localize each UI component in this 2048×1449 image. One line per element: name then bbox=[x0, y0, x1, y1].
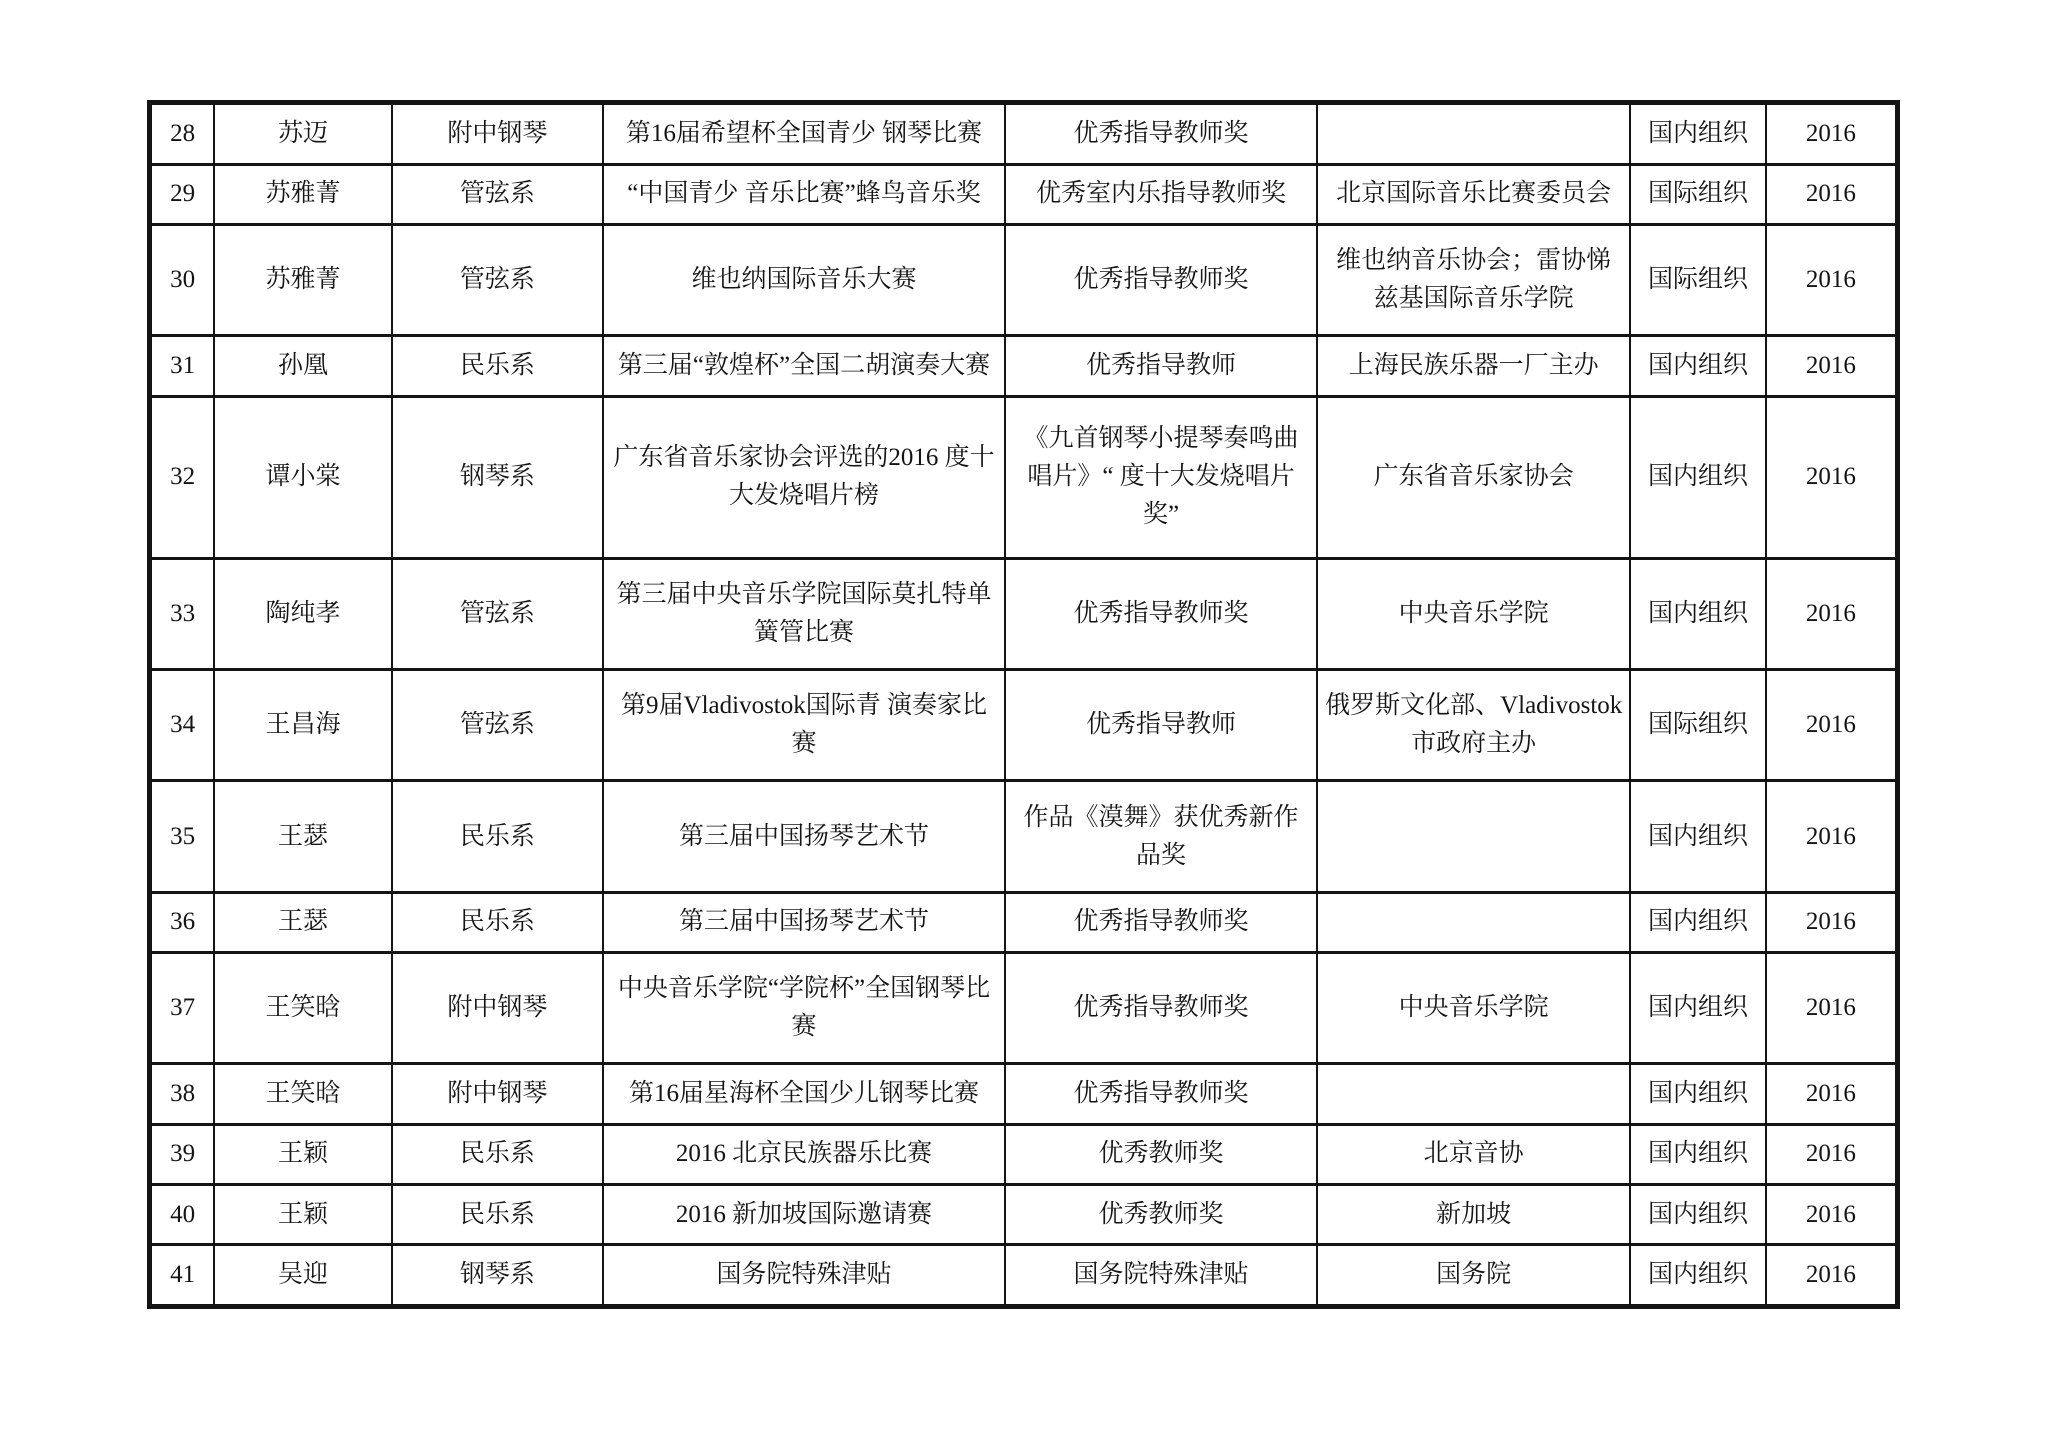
competition-cell: 第16届希望杯全国青少 钢琴比赛 bbox=[603, 103, 1005, 165]
competition-cell: 第三届“敦煌杯”全国二胡演奏大赛 bbox=[603, 336, 1005, 396]
table-row bbox=[150, 164, 1898, 224]
row-number-cell: 33 bbox=[150, 558, 215, 669]
organizer-cell: 北京音协 bbox=[1317, 1124, 1630, 1184]
name-cell: 王瑟 bbox=[214, 892, 391, 952]
year-cell: 2016 bbox=[1766, 1184, 1898, 1244]
org-type-cell: 国内组织 bbox=[1630, 953, 1766, 1064]
award-cell: 《九首钢琴小提琴奏鸣曲唱片》“ 度十大发烧唱片奖” bbox=[1005, 396, 1317, 558]
department-cell: 民乐系 bbox=[392, 1184, 603, 1244]
name-cell: 吴迎 bbox=[214, 1245, 391, 1307]
org-type-cell: 国际组织 bbox=[1630, 225, 1766, 336]
table-row bbox=[150, 1124, 1898, 1184]
row-number-cell: 37 bbox=[150, 953, 215, 1064]
award-cell: 优秀指导教师奖 bbox=[1005, 892, 1317, 952]
name-cell: 王颖 bbox=[214, 1124, 391, 1184]
organizer-cell: 广东省音乐家协会 bbox=[1317, 396, 1630, 558]
year-cell: 2016 bbox=[1766, 336, 1898, 396]
department-cell: 民乐系 bbox=[392, 892, 603, 952]
name-cell: 王昌海 bbox=[214, 670, 391, 781]
award-cell: 优秀教师奖 bbox=[1005, 1184, 1317, 1244]
award-cell: 优秀指导教师奖 bbox=[1005, 1064, 1317, 1124]
org-type-cell: 国际组织 bbox=[1630, 670, 1766, 781]
competition-cell: 2016 北京民族器乐比赛 bbox=[603, 1124, 1005, 1184]
competition-cell: 广东省音乐家协会评选的2016 度十大发烧唱片榜 bbox=[603, 396, 1005, 558]
row-number-cell: 28 bbox=[150, 103, 215, 165]
organizer-cell bbox=[1317, 1064, 1630, 1124]
org-type-cell: 国内组织 bbox=[1630, 1064, 1766, 1124]
name-cell: 谭小棠 bbox=[214, 396, 391, 558]
department-cell: 管弦系 bbox=[392, 558, 603, 669]
table-row bbox=[150, 670, 1898, 781]
name-cell: 苏雅菁 bbox=[214, 225, 391, 336]
row-number-cell: 38 bbox=[150, 1064, 215, 1124]
award-cell: 优秀指导教师 bbox=[1005, 336, 1317, 396]
org-type-cell: 国内组织 bbox=[1630, 396, 1766, 558]
org-type-cell: 国内组织 bbox=[1630, 558, 1766, 669]
department-cell: 民乐系 bbox=[392, 336, 603, 396]
year-cell: 2016 bbox=[1766, 1064, 1898, 1124]
award-cell: 优秀指导教师奖 bbox=[1005, 225, 1317, 336]
department-cell: 民乐系 bbox=[392, 1124, 603, 1184]
award-cell: 优秀指导教师奖 bbox=[1005, 558, 1317, 669]
name-cell: 苏迈 bbox=[214, 103, 391, 165]
row-number-cell: 36 bbox=[150, 892, 215, 952]
department-cell: 民乐系 bbox=[392, 781, 603, 892]
awards-table-body bbox=[150, 103, 1898, 1307]
award-cell: 优秀指导教师奖 bbox=[1005, 103, 1317, 165]
name-cell: 王笑晗 bbox=[214, 1064, 391, 1124]
table-row bbox=[150, 336, 1898, 396]
row-number-cell: 32 bbox=[150, 396, 215, 558]
organizer-cell: 国务院 bbox=[1317, 1245, 1630, 1307]
org-type-cell: 国内组织 bbox=[1630, 781, 1766, 892]
award-cell: 国务院特殊津贴 bbox=[1005, 1245, 1317, 1307]
table-row bbox=[150, 396, 1898, 558]
award-cell: 优秀室内乐指导教师奖 bbox=[1005, 164, 1317, 224]
table-row bbox=[150, 558, 1898, 669]
row-number-cell: 35 bbox=[150, 781, 215, 892]
row-number-cell: 30 bbox=[150, 225, 215, 336]
competition-cell: “中国青少 音乐比赛”蜂鸟音乐奖 bbox=[603, 164, 1005, 224]
year-cell: 2016 bbox=[1766, 396, 1898, 558]
name-cell: 王笑晗 bbox=[214, 953, 391, 1064]
competition-cell: 第16届星海杯全国少儿钢琴比赛 bbox=[603, 1064, 1005, 1124]
year-cell: 2016 bbox=[1766, 1124, 1898, 1184]
org-type-cell: 国内组织 bbox=[1630, 1245, 1766, 1307]
row-number-cell: 41 bbox=[150, 1245, 215, 1307]
department-cell: 管弦系 bbox=[392, 670, 603, 781]
year-cell: 2016 bbox=[1766, 670, 1898, 781]
year-cell: 2016 bbox=[1766, 1245, 1898, 1307]
name-cell: 苏雅菁 bbox=[214, 164, 391, 224]
award-cell: 优秀指导教师 bbox=[1005, 670, 1317, 781]
org-type-cell: 国内组织 bbox=[1630, 336, 1766, 396]
year-cell: 2016 bbox=[1766, 781, 1898, 892]
table-row bbox=[150, 1064, 1898, 1124]
award-cell: 优秀指导教师奖 bbox=[1005, 953, 1317, 1064]
competition-cell: 国务院特殊津贴 bbox=[603, 1245, 1005, 1307]
organizer-cell: 北京国际音乐比赛委员会 bbox=[1317, 164, 1630, 224]
competition-cell: 维也纳国际音乐大赛 bbox=[603, 225, 1005, 336]
name-cell: 王瑟 bbox=[214, 781, 391, 892]
organizer-cell: 上海民族乐器一厂主办 bbox=[1317, 336, 1630, 396]
org-type-cell: 国际组织 bbox=[1630, 164, 1766, 224]
organizer-cell bbox=[1317, 103, 1630, 165]
organizer-cell bbox=[1317, 781, 1630, 892]
award-cell: 作品《漠舞》获优秀新作品奖 bbox=[1005, 781, 1317, 892]
table-row bbox=[150, 103, 1898, 165]
department-cell: 钢琴系 bbox=[392, 396, 603, 558]
table-row bbox=[150, 225, 1898, 336]
competition-cell: 2016 新加坡国际邀请赛 bbox=[603, 1184, 1005, 1244]
organizer-cell: 俄罗斯文化部、Vladivostok市政府主办 bbox=[1317, 670, 1630, 781]
organizer-cell: 中央音乐学院 bbox=[1317, 558, 1630, 669]
name-cell: 陶纯孝 bbox=[214, 558, 391, 669]
year-cell: 2016 bbox=[1766, 103, 1898, 165]
table-row bbox=[150, 781, 1898, 892]
competition-cell: 第三届中国扬琴艺术节 bbox=[603, 892, 1005, 952]
award-cell: 优秀教师奖 bbox=[1005, 1124, 1317, 1184]
org-type-cell: 国内组织 bbox=[1630, 1184, 1766, 1244]
name-cell: 王颖 bbox=[214, 1184, 391, 1244]
department-cell: 管弦系 bbox=[392, 225, 603, 336]
department-cell: 附中钢琴 bbox=[392, 1064, 603, 1124]
table-row bbox=[150, 1245, 1898, 1307]
row-number-cell: 40 bbox=[150, 1184, 215, 1244]
organizer-cell: 新加坡 bbox=[1317, 1184, 1630, 1244]
organizer-cell: 中央音乐学院 bbox=[1317, 953, 1630, 1064]
row-number-cell: 39 bbox=[150, 1124, 215, 1184]
table-row bbox=[150, 892, 1898, 952]
department-cell: 附中钢琴 bbox=[392, 103, 603, 165]
year-cell: 2016 bbox=[1766, 558, 1898, 669]
org-type-cell: 国内组织 bbox=[1630, 892, 1766, 952]
org-type-cell: 国内组织 bbox=[1630, 103, 1766, 165]
name-cell: 孙凰 bbox=[214, 336, 391, 396]
awards-table bbox=[147, 100, 1900, 1309]
competition-cell: 中央音乐学院“学院杯”全国钢琴比赛 bbox=[603, 953, 1005, 1064]
department-cell: 管弦系 bbox=[392, 164, 603, 224]
organizer-cell: 维也纳音乐协会；雷协悌兹基国际音乐学院 bbox=[1317, 225, 1630, 336]
row-number-cell: 29 bbox=[150, 164, 215, 224]
department-cell: 附中钢琴 bbox=[392, 953, 603, 1064]
department-cell: 钢琴系 bbox=[392, 1245, 603, 1307]
year-cell: 2016 bbox=[1766, 953, 1898, 1064]
table-row bbox=[150, 1184, 1898, 1244]
competition-cell: 第三届中央音乐学院国际莫扎特单簧管比赛 bbox=[603, 558, 1005, 669]
competition-cell: 第三届中国扬琴艺术节 bbox=[603, 781, 1005, 892]
row-number-cell: 31 bbox=[150, 336, 215, 396]
competition-cell: 第9届Vladivostok国际青 演奏家比赛 bbox=[603, 670, 1005, 781]
organizer-cell bbox=[1317, 892, 1630, 952]
row-number-cell: 34 bbox=[150, 670, 215, 781]
org-type-cell: 国内组织 bbox=[1630, 1124, 1766, 1184]
year-cell: 2016 bbox=[1766, 164, 1898, 224]
year-cell: 2016 bbox=[1766, 225, 1898, 336]
year-cell: 2016 bbox=[1766, 892, 1898, 952]
table-row bbox=[150, 953, 1898, 1064]
